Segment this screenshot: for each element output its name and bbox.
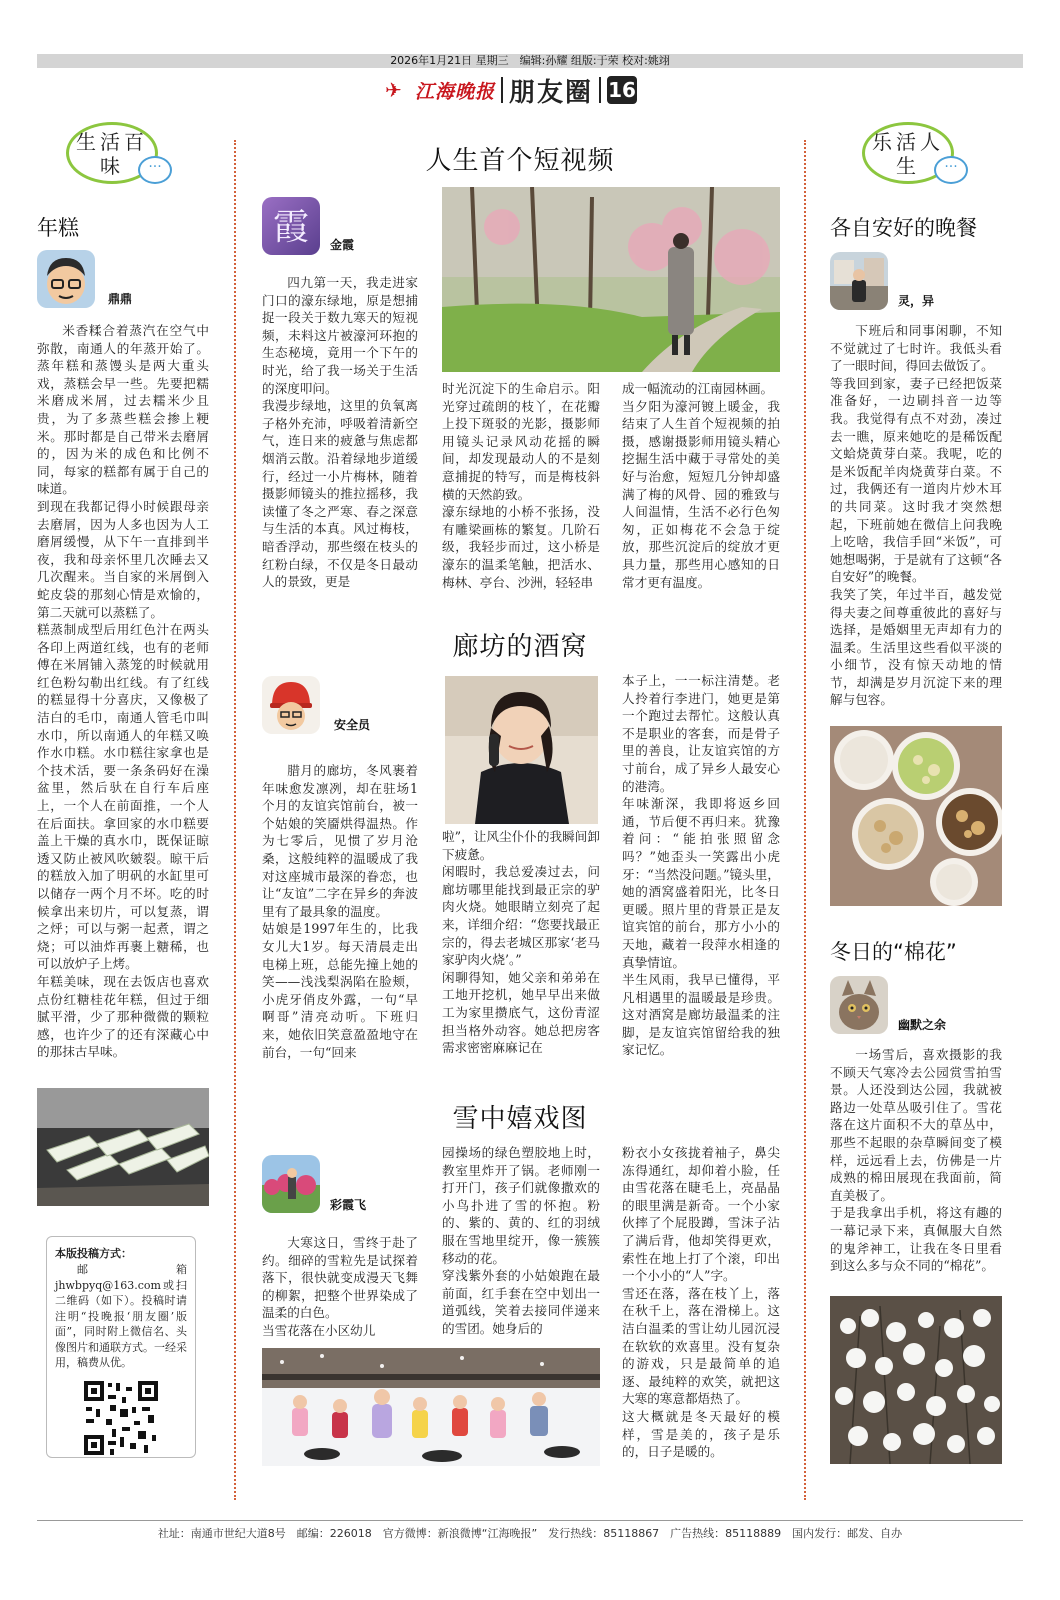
paper-name: 江海晚报 — [415, 80, 496, 103]
article-body-part-3: 本子上，一一标注清楚。老人拎着行李进门，她更是第一个跑过去帮忙。这般认真不是职业的客套，而是骨子里的善良，让友谊宾馆的方寸前台，成了异乡人最安心的港湾。 年味渐深，我即将返乡回通，节后便不再归来。犹豫着问：“能拍张照留念吗？”她歪头一笑露出小虎牙：“当然没问题。”镜头里，她的酒窝盛着阳光，比冬日更暖。照片里的背景正是友谊宾馆的前台，那方小小的天地，藏着一段萍水相逢的真挚情谊。 半生风雨，我早已懂得，平凡相遇里的温暖最是珍贵。这对酒窝是廊坊最温柔的注脚，是友谊宾馆留给我的独家记忆。 — [622, 673, 780, 1058]
avatar — [830, 252, 888, 310]
author-name: 鼎鼎 — [108, 292, 133, 306]
plum-garden-photo — [442, 187, 780, 372]
article-body: 米香糅合着蒸汽在空气中弥散，南通人的年蒸开始了。蒸年糕和蒸馒头是两大重头戏，蒸糕会早一些。先要把糯米磨成米屑，过去糯米少且贵，为了多蒸些糕会掺上粳米。那时都是自己带米去磨屑的，因为米的成色和比例不同，每家的糕都有属于自己的味道。 到现在我都记得小时候跟母亲去磨屑，因为人多也因为人工磨屑缓慢，从下午一直排到半夜，我和母亲怀里几次睡去又几次醒来。当自家的米屑倒入蛇皮袋的那刻心情是欢愉的，第二天就可以蒸糕了。 糕蒸制成型后用红色汁在两头各印上两道红线，也有的老师傅在米屑铺入蒸笼的时候就用红色粉勾勒出红线。有了红线的糕显得十分喜庆，又像极了洁白的毛巾，南通人管毛巾叫水巾，所以南通人的年糕又唤作水巾糕。水巾糕往家拿也是个技术活，要一条条码好在澡盆里，然后驮在自行车后座上，一个人在前面推，一个人在后面扶。拿回家的水巾糕要盖上干燥的真水巾，既保证晾透又防止被风吹皴裂。晾干后的糕放入加了明矾的水缸里可以储存一两个月不坏。吃的时候拿出来切片，可以复蒸，谓之烀；可以与粥一起煮，谓之烧；可以油炸再裹上糖稀，也可以放炉子上烤。 年糕美味，现在去饭店也喜欢点份红糖桂花年糕，但过于细腻平滑，少了那种微微的颗粒感，也许少了的还有深藏心中的那抹古早味。 — [37, 323, 209, 1060]
submission-text: 邮箱jhwbpyq@163.com或扫二维码（如下）。投稿时请注明“投晚报‘朋友圈’版面”，同时附上微信名、头像图片和通联方式。一经采用，稿费从优。 — [55, 1263, 187, 1369]
chat-bubble-icon: ··· — [138, 156, 172, 184]
footer-rule — [37, 1520, 1023, 1521]
article-body: 下班后和同事闲聊，不知不觉就过了七时许。我低头看了一眼时间，得回去做饭了。 等我回到家，妻子已经把饭菜准备好，一边刷抖音一边等我。我觉得有点不对劲，凑过去一瞧，原来她吃的是稀饭配文蛤烧黄芽白菜。我呢，吃的是米饭配羊肉烧黄芽白菜。不过，我俩还有一道肉片炒木耳的共同菜。这时我才突然想起，下班前她在微信上问我晚上吃啥，我信手回“米饭”，可她想喝粥，于是就有了这顿“各自安好”的晚餐。 我笑了笑，年过半百，越发觉得夫妻之间尊重彼此的喜好与选择，是婚姻里无声却有力的温柔。生活里这些看似平淡的小细节，没有惊天动地的情节，却满是岁月沉淀下来的理解与包容。 — [830, 323, 1002, 708]
newspaper-logo-icon: ✈ — [385, 78, 402, 102]
article-body-part-2: 啦”，让风尘仆仆的我瞬间卸下疲惫。 闲暇时，我总爱凑过去，问廊坊哪里能找到最正宗的驴肉火烧。她眼睛立刻亮了起来，详细介绍：“您要找最正宗的，得去老城区那家‘老马家驴肉火烧’。” 闲聊得知，她父亲和弟弟在工地开挖机，她早早出来做工为家里攒底气，这份青涩担当格外动容。她总把房客需求密密麻麻记在 — [442, 829, 600, 1056]
column-divider-left — [234, 140, 236, 1500]
article-title: 各自安好的晚餐 — [830, 216, 977, 240]
article-title: 冬日的“棉花” — [830, 940, 957, 964]
article-body-part-1: 腊月的廊坊，冬风裹着年味愈发凛冽，却在驻场1个月的友谊宾馆前台，被一个姑娘的笑靥烘得温热。作为七零后，见惯了岁月沧桑，这般纯粹的温暖成了我对这座城市最深的眷恋，也让“友谊”二字在异乡的奔波里有了最具象的温度。 姑娘是1997年生的，比我女儿大1岁。每天清晨走出电梯上班，总能先撞上她的笑——浅浅梨涡陷在脸颊，小虎牙俏皮外露，一句“早啊哥”清亮动听。下班归来，她依旧笑意盈盈地守在前台，一句“回来 — [262, 763, 418, 1060]
author-name: 安全员 — [334, 718, 371, 732]
avatar — [262, 1155, 320, 1213]
article-body-part-2: 时光沉淀下的生命启示。阳光穿过疏朗的枝丫，在花瓣上投下斑驳的光影，摄影师用镜头记录风动花摇的瞬间，却发现最动人的不是刻意捕捉的特写，而是梅枝斜横的天然韵致。 濠东绿地的小桥不张扬，没有雕梁画栋的繁复。几阶石级，我轻步而过，这小桥是濠东的温柔笔触，把活水、梅林、亭台、沙洲，轻轻串 — [442, 381, 600, 590]
kids-in-snow-photo — [262, 1348, 600, 1466]
avatar-char: 霞 — [272, 207, 310, 248]
chat-bubble-icon: ··· — [934, 156, 968, 184]
masthead — [385, 72, 637, 108]
masthead-divider — [599, 77, 601, 103]
section-name: 朋友圈 — [509, 77, 594, 108]
article-title: 人生首个短视频 — [425, 146, 615, 176]
dinner-dishes-photo — [830, 726, 1002, 906]
submission-title: 本版投稿方式： — [55, 1247, 132, 1260]
author-name: 金霞 — [330, 238, 355, 252]
footer-info: 社址：南通市世纪大道8号 邮编：226018 官方微博：新浪微博“江海晚报” 发行热线：85118867 广告热线：85118889 国内发行：邮发、自办 — [157, 1527, 903, 1540]
avatar — [830, 976, 888, 1034]
date-editor-bar — [37, 54, 1023, 68]
badge-text: 生活百味 — [76, 130, 148, 178]
topline-text: 2026年1月21日 星期三 编辑:孙耀 组版:于荣 校对:姚翊 — [390, 54, 670, 67]
column-divider-right — [804, 140, 806, 1500]
author-name: 灵，异 — [898, 294, 935, 308]
qr-code-icon[interactable] — [82, 1379, 160, 1457]
submission-box — [46, 1236, 196, 1458]
article-body: 一场雪后，喜欢摄影的我不顾天气寒冷去公园赏雪拍雪景。人还没到达公园，我就被路边一处草丛吸引住了。雪花落在这片面积不大的草丛中，那些不起眼的杂草瞬间变了模样，远远看上去，仿佛是一片成熟的棉田展现在我面前，简直美极了。 于是我拿出手机，将这有趣的一幕记录下来，真佩服大自然的鬼斧神工，让我在冬日里看到这么多与众不同的“棉花”。 — [830, 1047, 1002, 1274]
article-body-part-1: 四九第一天，我走进家门口的濠东绿地，原是想捕捉一段关于数九寒天的短视频，未料这片被濠河环抱的生态秘境，竟用一个下午的时光，给了我一场关于生活的深度叩问。 我漫步绿地，这里的负氧离子格外充沛，呼吸着清新空气，连日来的疲惫与焦虑都烟消云散。沿着绿地步道缓行，经过一小片梅林，随着摄影师镜头的推拉摇移，我读懂了冬之严寒、春之深意与生活的本真。风过梅枝，暗香浮动，那些缀在枝头的红粉白绿，不仅是冬日最动人的景致，更是 — [262, 275, 418, 590]
badge-life-flavor — [56, 120, 176, 192]
hotel-receptionist-photo — [445, 676, 598, 824]
badge-happy-life — [852, 120, 972, 192]
article-body-part-3: 粉衣小女孩拢着袖子，鼻尖冻得通红，却仰着小脸，任由雪花落在睫毛上，亮晶晶的眼里满是新奇。一个小家伙摔了个屁股蹲，雪沫子沾了满后背，他却笑得更欢，索性在地上打了个滚，印出一个小小的“人”字。 雪还在落，落在枝丫上，落在秋千上，落在滑梯上。这洁白温柔的雪让幼儿园沉浸在软软的欢喜里。没有复杂的游戏，只是最简单的追逐、最纯粹的欢笑，就把这大寒的寒意都焐热了。 这大概就是冬天最好的模样，雪是美的，孩子是乐的，日子是暖的。 — [622, 1145, 780, 1460]
masthead-divider — [501, 77, 503, 103]
niangao-photo — [37, 1088, 209, 1206]
avatar — [37, 250, 95, 308]
avatar — [262, 676, 320, 734]
article-body-part-1: 大寒这日，雪终于赴了约。细碎的雪粒先是试探着落下，很快就变成漫天飞舞的柳絮，把整个世界染成了温柔的白色。 当雪花落在小区幼儿 — [262, 1235, 418, 1338]
badge-text: 乐活人生 — [872, 130, 944, 178]
article-body-part-2: 园操场的绿色塑胶地上时，教室里炸开了锅。老师刚一打开门，孩子们就像撒欢的小鸟扑进了雪的怀抱。粉的、紫的、黄的、红的羽绒服在雪地里绽开，像一簇簇移动的花。 穿浅紫外套的小姑娘跑在最前面，红手套在空中划出一道弧线，笑着去接同伴递来的雪团。她身后的 — [442, 1145, 600, 1336]
article-title: 年糕 — [37, 216, 79, 240]
author-name: 彩霞飞 — [330, 1198, 367, 1212]
article-title: 廊坊的酒窝 — [452, 632, 588, 662]
page-number: 16 — [608, 78, 636, 102]
avatar — [262, 197, 320, 255]
snowy-grass-photo — [830, 1296, 1002, 1464]
article-body-part-3: 成一幅流动的江南园林画。 当夕阳为濠河镀上暖金，我结束了人生首个短视频的拍摄，感谢摄影师用镜头精心挖掘生活中藏于寻常处的美好与治愈，短短几分钟却盛满了梅的风骨、园的雅致与人间温情，生活不必行色匆匆，正如梅花不会急于绽放，那些沉淀后的绽放才更具力量，那些用心感知的日常才更有温度。 — [622, 381, 780, 590]
article-title: 雪中嬉戏图 — [452, 1104, 588, 1134]
author-name: 幽默之余 — [898, 1018, 947, 1032]
